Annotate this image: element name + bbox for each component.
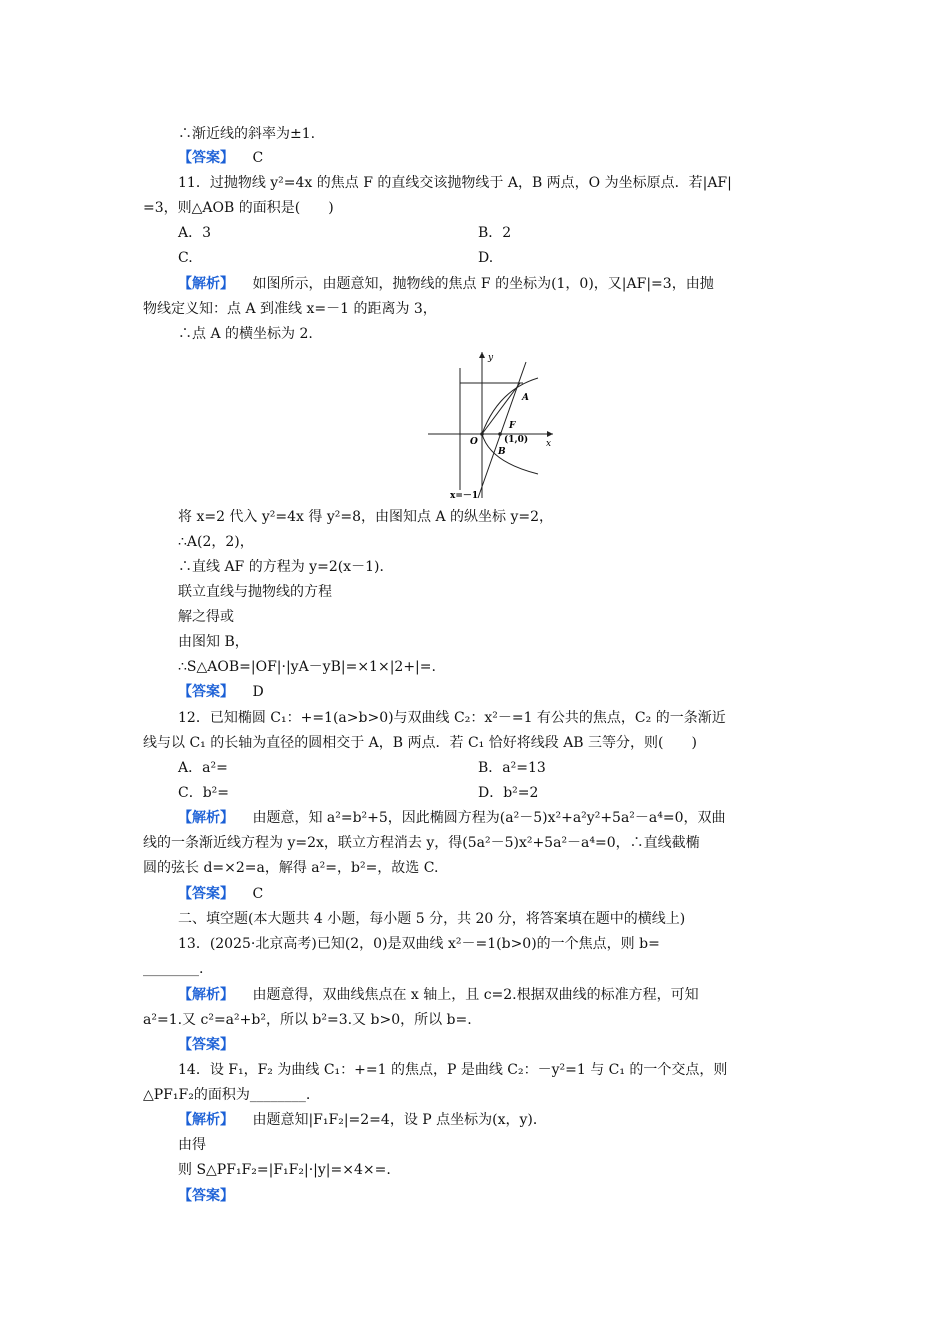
text-line: ∴A(2，2)， (178, 534, 254, 550)
text-line: 物线定义知：点 A 到准线 x=－1 的距离为 3， (143, 301, 437, 317)
answer-value: C (252, 150, 264, 166)
answer-row (178, 148, 263, 168)
text-line: 将 x=2 代入 y²=4x 得 y²=8，由图知点 A 的纵坐标 y=2， (178, 509, 554, 525)
solution-row (178, 808, 726, 828)
option-d: D. (478, 250, 494, 266)
solution-row (178, 274, 714, 294)
question-11-line2: =3，则△AOB 的面积是( ) (143, 200, 334, 216)
parabola-diagram (428, 350, 558, 500)
option-b: B．2 (478, 225, 512, 241)
point-b-label: B (498, 447, 506, 457)
answer-tag: 【答案】 (178, 150, 234, 166)
option-c: C. (178, 250, 193, 266)
text-line: ∴直线 AF 的方程为 y=2(x－1)． (178, 559, 394, 575)
solution-text: 如图所示，由题意知，抛物线的焦点 F 的坐标为(1，0)，又|AF|=3，由抛 (252, 276, 714, 292)
solution-text: 由题意得，双曲线焦点在 x 轴上，且 c=2.根据双曲线的标准方程，可知 (252, 987, 699, 1003)
solution-text: 由题意知|F₁F₂|=2=4，设 P 点坐标为(x，y)． (252, 1112, 547, 1128)
option-b: B．a²=13 (478, 760, 546, 776)
focus-coord-label: (1,0) (504, 435, 529, 445)
solution-row (178, 985, 699, 1005)
question-13-line1: 13．(2025·北京高考)已知(2，0)是双曲线 x²－=1(b>0)的一个焦点，则 b= (178, 936, 660, 952)
question-12-line1: 12．已知椭圆 C₁：+=1(a>b>0)与双曲线 C₂：x²－=1 有公共的焦点，C₂ 的一条渐近 (178, 710, 726, 726)
text-line: 由得 (178, 1137, 206, 1153)
text-line: ∴渐近线的斜率为±1. (178, 126, 316, 142)
answer-tag: 【答案】 (178, 886, 234, 902)
solution-tag: 【解析】 (178, 276, 234, 292)
focus-label: F (509, 421, 516, 431)
y-axis-arrow (479, 352, 485, 358)
answer-row (178, 682, 264, 702)
answer-row (178, 884, 263, 904)
text-line: ∴S△AOB=|OF|·|yA－yB|=×1×|2+|=. (178, 659, 436, 675)
option-d: D．b²=2 (478, 785, 539, 801)
focus-point (498, 432, 502, 436)
question-11-line1: 11．过抛物线 y²=4x 的焦点 F 的直线交该抛物线于 A，B 两点，O 为坐标原点．若|AF| (178, 175, 732, 191)
solution-tag: 【解析】 (178, 987, 234, 1003)
section-heading: 二、填空题(本大题共 4 小题，每小题 5 分，共 20 分，将答案填在题中的横线上) (178, 911, 686, 927)
answer-tag: 【答案】 (178, 1188, 234, 1204)
option-a: A．a²= (178, 760, 228, 776)
option-a: A．3 (178, 225, 212, 241)
y-label: y (488, 353, 494, 363)
question-14-line1: 14．设 F₁，F₂ 为曲线 C₁：+=1 的焦点，P 是曲线 C₂：－y²=1 与 C₁ 的一个交点，则 (178, 1062, 728, 1078)
origin-point (480, 432, 484, 436)
question-13-line2: ________. (143, 961, 204, 977)
text-line: 由图知 B， (178, 634, 249, 650)
text-line: ∴点 A 的横坐标为 2. (178, 326, 313, 342)
parabola-figure (428, 350, 558, 500)
question-12-line2: 线与以 C₁ 的长轴为直径的圆相交于 A，B 两点．若 C₁ 恰好将线段 AB 三等分，则( ) (143, 735, 697, 751)
answer-value: D (252, 684, 264, 700)
text-line: 则 S△PF₁F₂=|F₁F₂|·|y|=×4×=. (178, 1162, 391, 1178)
directrix-label: x=－1 (450, 491, 479, 500)
text-line: a²=1.又 c²=a²+b²，所以 b²=3.又 b>0，所以 b=. (143, 1012, 472, 1028)
answer-row (178, 1035, 234, 1055)
x-label: x (546, 439, 552, 449)
x-axis-arrow (547, 431, 553, 437)
origin-label: O (470, 437, 478, 447)
text-line: 解之得或 (178, 609, 234, 625)
answer-tag: 【答案】 (178, 1037, 234, 1053)
text-line: 圆的弦长 d=×2=a，解得 a²=，b²=，故选 C. (143, 860, 439, 876)
solution-tag: 【解析】 (178, 1112, 234, 1128)
option-c: C．b²= (178, 785, 230, 801)
solution-row (178, 1110, 547, 1130)
answer-row (178, 1186, 234, 1206)
solution-tag: 【解析】 (178, 810, 234, 826)
question-14-line2: △PF₁F₂的面积为________. (143, 1087, 311, 1103)
solution-text: 由题意，知 a²=b²+5，因此椭圆方程为(a²－5)x²+a²y²+5a²－a⁴=0，双曲 (252, 810, 726, 826)
point-a-label: A (522, 393, 529, 403)
text-line: 联立直线与抛物线的方程 (178, 584, 332, 600)
answer-value: C (252, 886, 264, 902)
answer-tag: 【答案】 (178, 684, 234, 700)
text-line: 线的一条渐近线方程为 y=2x，联立方程消去 y，得(5a²－5)x²+5a²－a⁴=0，∴直线截椭 (143, 835, 700, 851)
